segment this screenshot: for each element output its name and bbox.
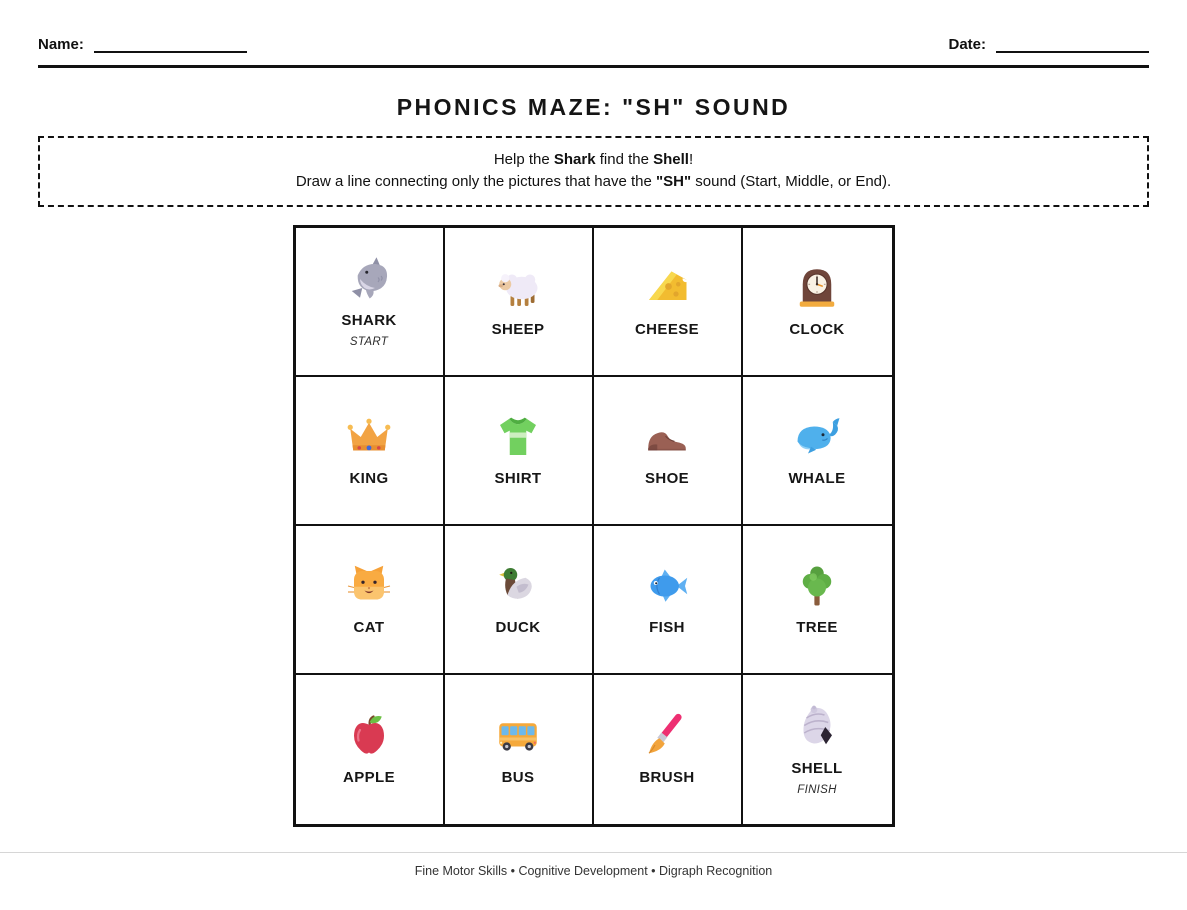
cell-label: CLOCK — [789, 321, 845, 338]
date-field — [948, 36, 1149, 53]
whale-icon — [793, 413, 841, 461]
start-badge: START — [349, 335, 389, 348]
maze-cell-brush[interactable] — [594, 675, 743, 824]
cell-label: BRUSH — [639, 769, 695, 786]
bus-icon — [494, 712, 542, 760]
name-label: Name: — [38, 36, 84, 53]
date-label: Date: — [948, 36, 986, 53]
shell-icon — [793, 703, 841, 751]
instruction-line-1 — [48, 149, 1139, 171]
maze-cell-shirt[interactable] — [445, 377, 594, 526]
footer — [0, 852, 1187, 878]
maze-cell-whale[interactable] — [743, 377, 892, 526]
name-field — [38, 36, 247, 53]
shirt-icon — [494, 413, 542, 461]
footer-text: Fine Motor Skills • Cognitive Development • Digraph Recognition — [414, 863, 773, 878]
name-line[interactable] — [94, 39, 247, 53]
header-row — [38, 0, 1149, 53]
maze-cell-shell[interactable] — [743, 675, 892, 824]
cell-label: SHIRT — [494, 470, 542, 487]
instruction-bold-shark: Shark — [553, 151, 596, 168]
shoe-icon — [643, 413, 691, 461]
apple-icon — [345, 712, 393, 760]
instruction-text: find the — [595, 151, 654, 168]
fish-icon — [643, 562, 691, 610]
maze-cell-king[interactable] — [296, 377, 445, 526]
maze-grid — [293, 225, 895, 827]
brush-icon — [643, 712, 691, 760]
sheep-icon — [494, 264, 542, 312]
instruction-bold-sh: "SH" — [656, 172, 692, 190]
date-line[interactable] — [996, 39, 1149, 53]
maze-cell-duck[interactable] — [445, 526, 594, 675]
maze-cell-shark[interactable] — [296, 228, 445, 377]
cell-label: FISH — [649, 619, 685, 636]
cat-icon — [345, 562, 393, 610]
cell-label: SHELL — [791, 759, 843, 777]
header-divider — [38, 65, 1149, 68]
instruction-text: sound (Start, Middle, or End). — [691, 172, 892, 190]
shark-icon — [345, 255, 393, 303]
instruction-bold-shell: Shell — [653, 151, 689, 168]
maze-cell-sheep[interactable] — [445, 228, 594, 377]
instruction-text: Help the — [493, 151, 554, 168]
tree-icon — [793, 562, 841, 610]
cheese-icon — [643, 264, 691, 312]
instruction-box — [38, 136, 1149, 207]
cell-label: SHARK — [341, 311, 397, 329]
cell-label: WHALE — [788, 470, 846, 487]
instruction-text: Draw a line connecting only the pictures that have the — [295, 172, 657, 190]
cell-label: CAT — [353, 619, 385, 636]
maze-cell-bus[interactable] — [445, 675, 594, 824]
cell-label: KING — [349, 470, 389, 487]
finish-badge: FINISH — [797, 783, 837, 796]
page-title: PHONICS MAZE: "SH" SOUND — [396, 94, 791, 120]
instruction-line-2 — [48, 171, 1139, 193]
cell-label: CHEESE — [634, 321, 700, 338]
maze-cell-tree[interactable] — [743, 526, 892, 675]
cell-label: APPLE — [342, 769, 395, 786]
maze-cell-clock[interactable] — [743, 228, 892, 377]
maze-cell-fish[interactable] — [594, 526, 743, 675]
maze-cell-cheese[interactable] — [594, 228, 743, 377]
maze-cell-apple[interactable] — [296, 675, 445, 824]
clock-icon — [793, 264, 841, 312]
maze-cell-shoe[interactable] — [594, 377, 743, 526]
instruction-text: ! — [688, 151, 694, 168]
cell-label: DUCK — [495, 619, 541, 636]
crown-icon — [345, 413, 393, 461]
cell-label: BUS — [501, 769, 535, 786]
cell-label: SHEEP — [491, 321, 545, 338]
cell-label: SHOE — [644, 470, 690, 487]
cell-label: TREE — [796, 619, 838, 636]
duck-icon — [494, 562, 542, 610]
maze-cell-cat[interactable] — [296, 526, 445, 675]
